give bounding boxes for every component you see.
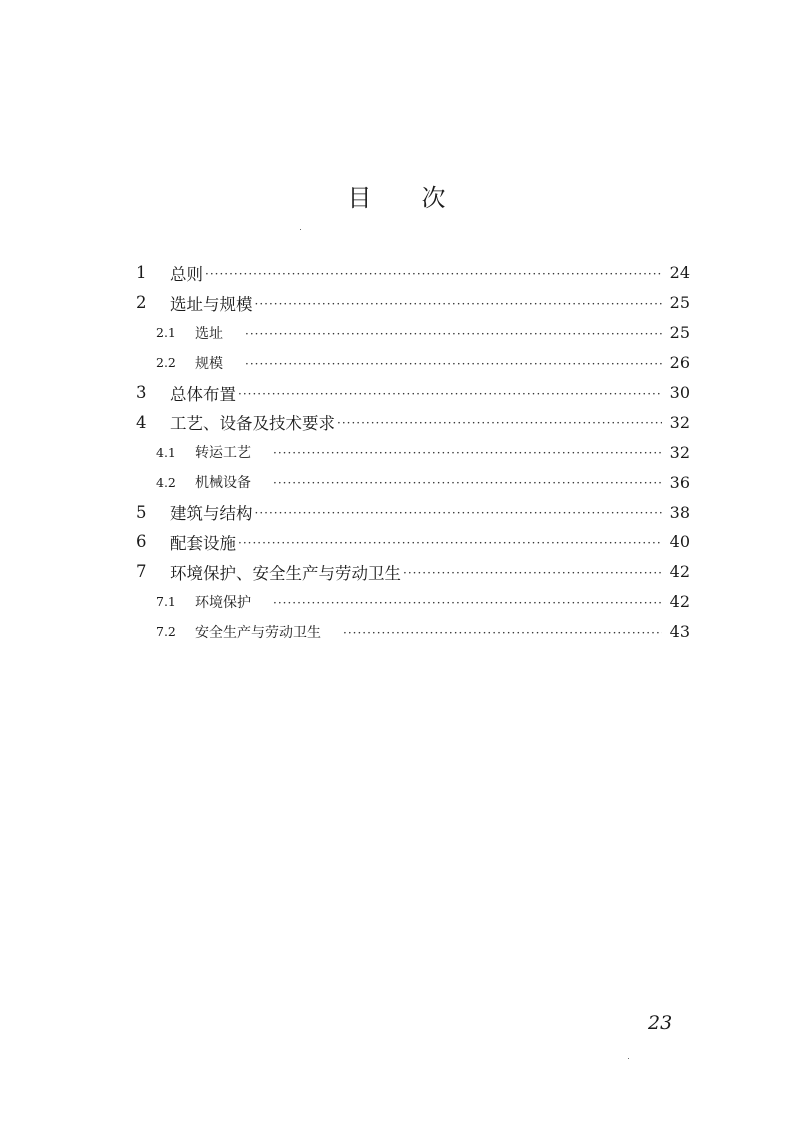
toc-entry-number: 1 xyxy=(136,263,147,283)
toc-entry[interactable] xyxy=(134,497,690,527)
toc-entry-number: 4 xyxy=(136,412,147,432)
scan-speck xyxy=(628,1058,629,1059)
toc-subentry-number: 2.1 xyxy=(156,325,176,341)
toc-entry-label: 建筑与结构 xyxy=(170,504,253,524)
toc-subentry-page: 43 xyxy=(669,622,690,642)
toc-subentry-label: 机械设备 xyxy=(195,475,251,492)
toc-subentry-number: 4.1 xyxy=(156,444,176,460)
toc-subentry-number: 7.2 xyxy=(156,624,176,640)
toc-entry-label: 总体布置 xyxy=(170,384,236,404)
toc-subentry-page: 42 xyxy=(669,592,690,612)
page-number: 23 xyxy=(648,1012,673,1034)
toc-subentry-number: 7.1 xyxy=(156,594,176,610)
toc-entry-page: 42 xyxy=(669,562,690,582)
toc-entry-number: 2 xyxy=(136,293,147,313)
toc-leader-dots xyxy=(273,597,662,609)
toc-entry-label: 选址与规模 xyxy=(170,294,253,314)
toc-entry[interactable] xyxy=(134,288,690,318)
toc-leader-dots xyxy=(238,537,662,549)
toc-entry-page: 32 xyxy=(669,412,690,432)
scan-speck xyxy=(300,229,301,230)
toc-entry-page: 30 xyxy=(669,383,690,402)
toc-subentry-number: 4.2 xyxy=(156,474,176,490)
toc-entry-number: 5 xyxy=(136,502,147,522)
toc-entry-number: 3 xyxy=(136,383,147,402)
toc-entry-label: 总则 xyxy=(170,264,203,284)
toc-subentry-label: 规模 xyxy=(195,355,223,372)
toc-subentry-label: 转运工艺 xyxy=(195,445,251,462)
page-title xyxy=(0,178,793,213)
toc-entry-page: 25 xyxy=(669,293,690,313)
toc-subentry-label: 安全生产与劳动卫生 xyxy=(195,624,321,641)
toc-subentry-page: 26 xyxy=(669,353,690,373)
toc-subentry[interactable] xyxy=(134,318,690,348)
toc-entry-page: 24 xyxy=(669,263,690,283)
toc-leader-dots xyxy=(245,358,662,370)
toc-leader-dots xyxy=(343,627,662,639)
toc-entry-number: 6 xyxy=(136,532,147,552)
toc-entry-page: 38 xyxy=(669,502,690,522)
table-of-contents xyxy=(134,258,690,647)
toc-leader-dots xyxy=(238,388,662,400)
toc-leader-dots xyxy=(403,567,662,579)
toc-subentry-page: 25 xyxy=(669,323,690,343)
title-char-2: 次 xyxy=(421,184,446,212)
toc-subentry[interactable] xyxy=(134,617,690,647)
toc-entry-label: 工艺、设备及技术要求 xyxy=(170,414,335,434)
toc-entry-label: 配套设施 xyxy=(170,533,236,553)
toc-leader-dots xyxy=(255,507,663,519)
toc-leader-dots xyxy=(337,417,662,429)
toc-leader-dots xyxy=(273,477,662,489)
toc-subentry-number: 2.2 xyxy=(156,355,176,371)
toc-subentry[interactable] xyxy=(134,587,690,617)
toc-entry[interactable] xyxy=(134,557,690,587)
title-char-1: 目 xyxy=(347,184,372,212)
toc-subentry-label: 环境保护 xyxy=(195,594,251,611)
toc-subentry-label: 选址 xyxy=(195,325,223,342)
toc-subentry[interactable] xyxy=(134,348,690,378)
toc-subentry[interactable] xyxy=(134,437,690,467)
toc-entry[interactable] xyxy=(134,378,690,408)
toc-entry[interactable] xyxy=(134,527,690,557)
toc-leader-dots xyxy=(245,328,662,340)
toc-entry-label: 环境保护、安全生产与劳动卫生 xyxy=(170,563,401,583)
toc-leader-dots xyxy=(273,447,662,459)
toc-entry[interactable] xyxy=(134,407,690,437)
toc-leader-dots xyxy=(205,268,662,280)
toc-entry-page: 40 xyxy=(669,532,690,552)
toc-entry[interactable] xyxy=(134,258,690,288)
toc-leader-dots xyxy=(255,298,663,310)
toc-subentry-page: 36 xyxy=(669,472,690,492)
toc-entry-number: 7 xyxy=(136,562,147,582)
toc-subentry[interactable] xyxy=(134,467,690,497)
toc-subentry-page: 32 xyxy=(669,442,690,462)
